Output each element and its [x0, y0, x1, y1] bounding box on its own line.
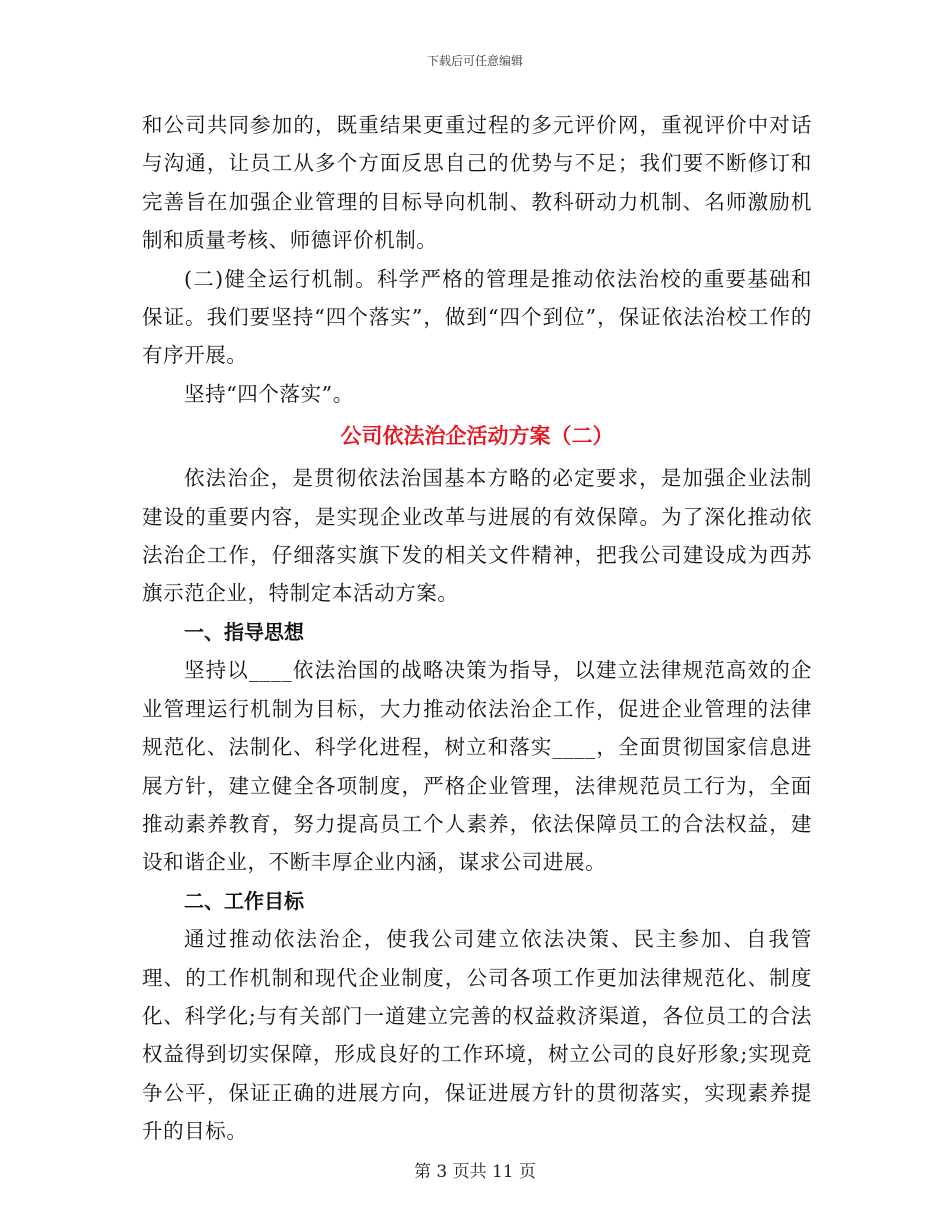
paragraph-guiding-ideology: 坚持以____依法治国的战略决策为指导，以建立法律规范高效的企业管理运行机制为目标，大力推动依法治企工作，促进企业管理的法律规范化、法制化、科学化进程，树立和落实____，全面贯彻国家信息进展方针，建立健全各项制度，严格企业管理，法律规范员工行为，全面推动素养教育，努力提高员工个人素养，依法保障员工的合法权益，建设和谐企业，不断丰厚企业内涵，谋求公司进展。	[142, 658, 812, 875]
paragraph-operating-mechanism: (二)健全运行机制。科学严格的管理是推动依法治校的重要基础和保证。我们要坚持“四个落实”，做到“四个到位”，保证依法治校工作的有序开展。	[142, 266, 812, 368]
section-heading-guiding-ideology: 一、指导思想	[184, 619, 304, 644]
page-number-footer: 第 3 页共 11 页	[413, 1162, 537, 1182]
paragraph-introduction: 依法治企，是贯彻依法治国基本方略的必定要求，是加强企业法制建设的重要内容，是实现企业改革与进展的有效保障。为了深化推动依法治企工作，仔细落实旗下发的相关文件精神，把我公司建设成为西苏旗示范企业，特制定本活动方案。	[142, 466, 812, 606]
document-title: 公司依法治企活动方案（二）	[340, 424, 614, 449]
page-header: 下载后可任意编辑	[426, 54, 523, 68]
paragraph-continued: 和公司共同参加的，既重结果更重过程的多元评价网，重视评价中对话与沟通，让员工从多个方面反思自己的优势与不足；我们要不断修订和完善旨在加强企业管理的目标导向机制、教科研动力机制、名师激励机制和质量考核、师德评价机制。	[142, 113, 812, 253]
document-body	[142, 106, 812, 1151]
paragraph-four-implementations: 坚持“四个落实”。	[184, 381, 354, 406]
section-heading-work-goals: 二、工作目标	[184, 888, 304, 913]
paragraph-work-goals: 通过推动依法治企，使我公司建立依法决策、民主参加、自我管理、的工作机制和现代企业制度，公司各项工作更加法律规范化、制度化、科学化;与有关部门一道建立完善的权益救济渠道，各位员工的合法权益得到切实保障，形成良好的工作环境，树立公司的良好形象;实现竞争公平，保证正确的进展方向，保证进展方针的贯彻落实，实现素养提升的目标。	[142, 927, 812, 1144]
